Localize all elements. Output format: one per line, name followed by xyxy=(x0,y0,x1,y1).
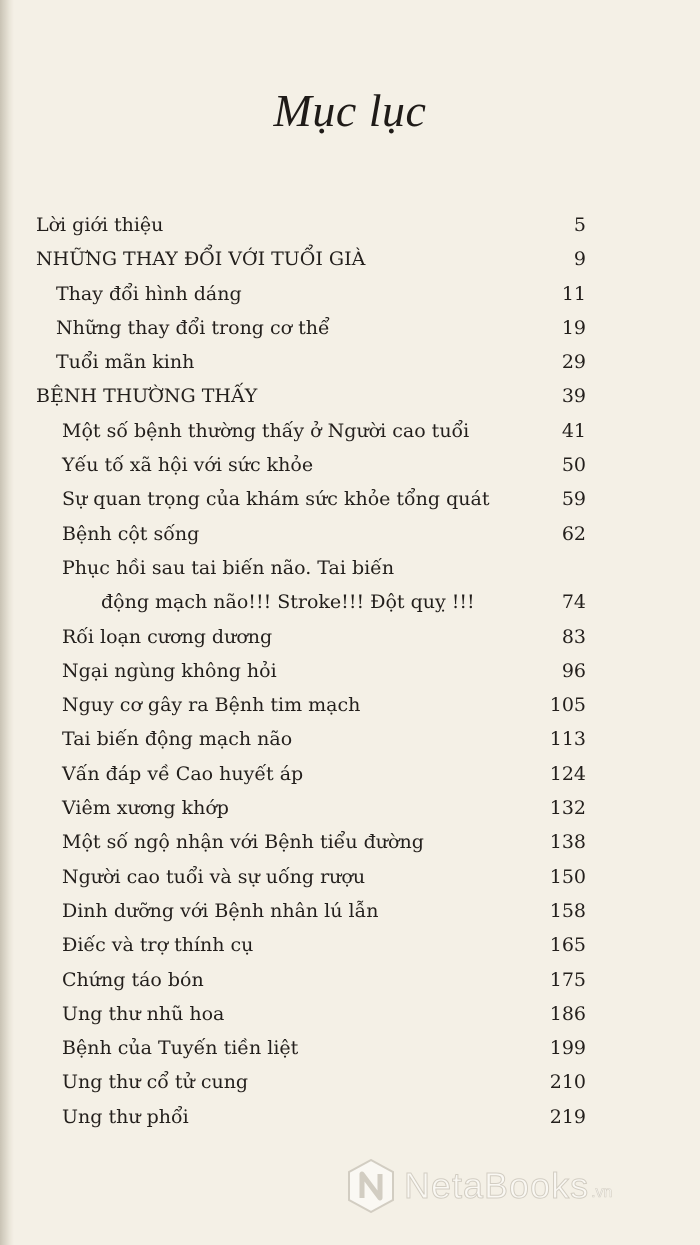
toc-entry-title: Một số ngộ nhận với Bệnh tiểu đường xyxy=(62,831,424,854)
toc-entry xyxy=(0,242,700,276)
toc-entry xyxy=(0,414,700,448)
toc-entry-title: Ngại ngùng không hỏi xyxy=(62,659,277,682)
toc-entry-page-number: 74 xyxy=(561,591,586,614)
toc-entry-page-number: 158 xyxy=(549,899,586,922)
watermark-brand: NetaBooks xyxy=(404,1165,590,1206)
page-title: Mục lục xyxy=(273,85,427,136)
netabooks-logo-icon xyxy=(346,1158,396,1214)
toc-entry-page-number: 29 xyxy=(561,351,586,374)
toc-entry xyxy=(0,551,700,585)
toc-entry-page-number: 124 xyxy=(549,762,586,785)
toc-entry-page-number: 96 xyxy=(561,659,586,682)
toc-entry-page-number: 9 xyxy=(573,248,586,271)
toc-entry-page-number: 175 xyxy=(549,968,586,991)
toc-entry xyxy=(0,963,700,997)
toc-entry xyxy=(0,757,700,791)
toc-entry xyxy=(0,1100,700,1134)
toc-entry-page-number: 39 xyxy=(561,385,586,408)
toc-entry-page-number: 150 xyxy=(549,865,586,888)
toc-entry xyxy=(0,860,700,894)
toc-entry xyxy=(0,448,700,482)
toc-entry-title: Những thay đổi trong cơ thể xyxy=(56,316,330,339)
toc-entry-title: Nguy cơ gây ra Bệnh tim mạch xyxy=(62,694,361,717)
toc-entry xyxy=(0,997,700,1031)
toc-entry-page-number: 210 xyxy=(549,1071,586,1094)
toc-entry-title: Ung thư cổ tử cung xyxy=(62,1071,249,1094)
toc-entry-page-number: 105 xyxy=(549,694,586,717)
toc-entry-page-number: 83 xyxy=(561,625,586,648)
toc-entry xyxy=(0,517,700,551)
toc-entry-title: Tuổi mãn kinh xyxy=(56,351,195,374)
toc-entry-title: BỆNH THƯỜNG THẤY xyxy=(36,385,258,408)
toc-entry-title: Bệnh của Tuyến tiền liệt xyxy=(62,1037,299,1060)
toc-entry xyxy=(0,688,700,722)
toc-entry-title: NHỮNG THAY ĐỔI VỚI TUỔI GIÀ xyxy=(36,248,366,271)
toc-entry xyxy=(0,277,700,311)
toc-entry xyxy=(0,620,700,654)
toc-entry-page-number: 113 xyxy=(549,728,586,751)
toc-entry xyxy=(0,928,700,962)
toc-entry-title: Ung thư phổi xyxy=(62,1105,189,1128)
toc-entry xyxy=(0,825,700,859)
toc-entry-page-number: 59 xyxy=(561,488,586,511)
watermark-tld: .vn xyxy=(591,1184,613,1201)
toc-entry-title: Lời giới thiệu xyxy=(36,214,164,236)
toc-entry-title: Sự quan trọng của khám sức khỏe tổng quát xyxy=(62,488,490,511)
watermark xyxy=(346,1158,612,1214)
table-of-contents xyxy=(0,208,700,1134)
toc-entry-page-number: 62 xyxy=(561,522,586,545)
toc-entry xyxy=(0,379,700,413)
toc-entry-title: động mạch não!!! Stroke!!! Đột quỵ !!! xyxy=(101,591,475,614)
toc-entry-title: Điếc và trợ thính cụ xyxy=(62,934,254,957)
toc-entry-title: Thay đổi hình dáng xyxy=(56,282,242,305)
toc-entry-page-number: 199 xyxy=(549,1037,586,1060)
toc-entry-page-number: 5 xyxy=(573,214,586,236)
toc-entry-title: Một số bệnh thường thấy ở Người cao tuổi xyxy=(62,419,470,442)
toc-entry-title: Yếu tố xã hội với sức khỏe xyxy=(62,454,314,477)
toc-entry-page-number: 50 xyxy=(561,454,586,477)
toc-entry-title: Bệnh cột sống xyxy=(62,522,200,545)
toc-entry-page-number: 11 xyxy=(561,282,586,305)
toc-entry-title: Chứng táo bón xyxy=(62,968,204,991)
toc-entry-title: Người cao tuổi và sự uống rượu xyxy=(62,865,366,888)
toc-entry-title: Phục hồi sau tai biến não. Tai biến xyxy=(62,556,395,579)
toc-entry xyxy=(0,1065,700,1099)
toc-entry xyxy=(0,585,700,619)
toc-entry xyxy=(0,654,700,688)
toc-entry-title: Vấn đáp về Cao huyết áp xyxy=(62,762,304,785)
toc-entry xyxy=(0,1031,700,1065)
toc-entry-title: Rối loạn cương dương xyxy=(62,625,273,648)
toc-entry-page-number: 132 xyxy=(549,797,586,820)
toc-entry xyxy=(0,345,700,379)
toc-entry xyxy=(0,482,700,516)
toc-entry-title: Tai biến động mạch não xyxy=(62,728,293,751)
toc-entry xyxy=(0,791,700,825)
toc-entry-page-number: 41 xyxy=(561,419,586,442)
toc-entry-page-number: 19 xyxy=(561,316,586,339)
toc-entry-title: Ung thư nhũ hoa xyxy=(62,1002,225,1025)
toc-entry-title: Dinh dưỡng với Bệnh nhân lú lẫn xyxy=(62,899,379,922)
toc-entry-page-number: 138 xyxy=(549,831,586,854)
toc-entry xyxy=(0,894,700,928)
toc-entry-page-number: 219 xyxy=(549,1105,586,1128)
toc-entry-page-number: 186 xyxy=(549,1002,586,1025)
toc-entry xyxy=(0,208,700,242)
toc-entry xyxy=(0,722,700,756)
toc-entry-page-number: 165 xyxy=(549,934,586,957)
toc-entry-title: Viêm xương khớp xyxy=(62,797,229,820)
toc-entry xyxy=(0,311,700,345)
